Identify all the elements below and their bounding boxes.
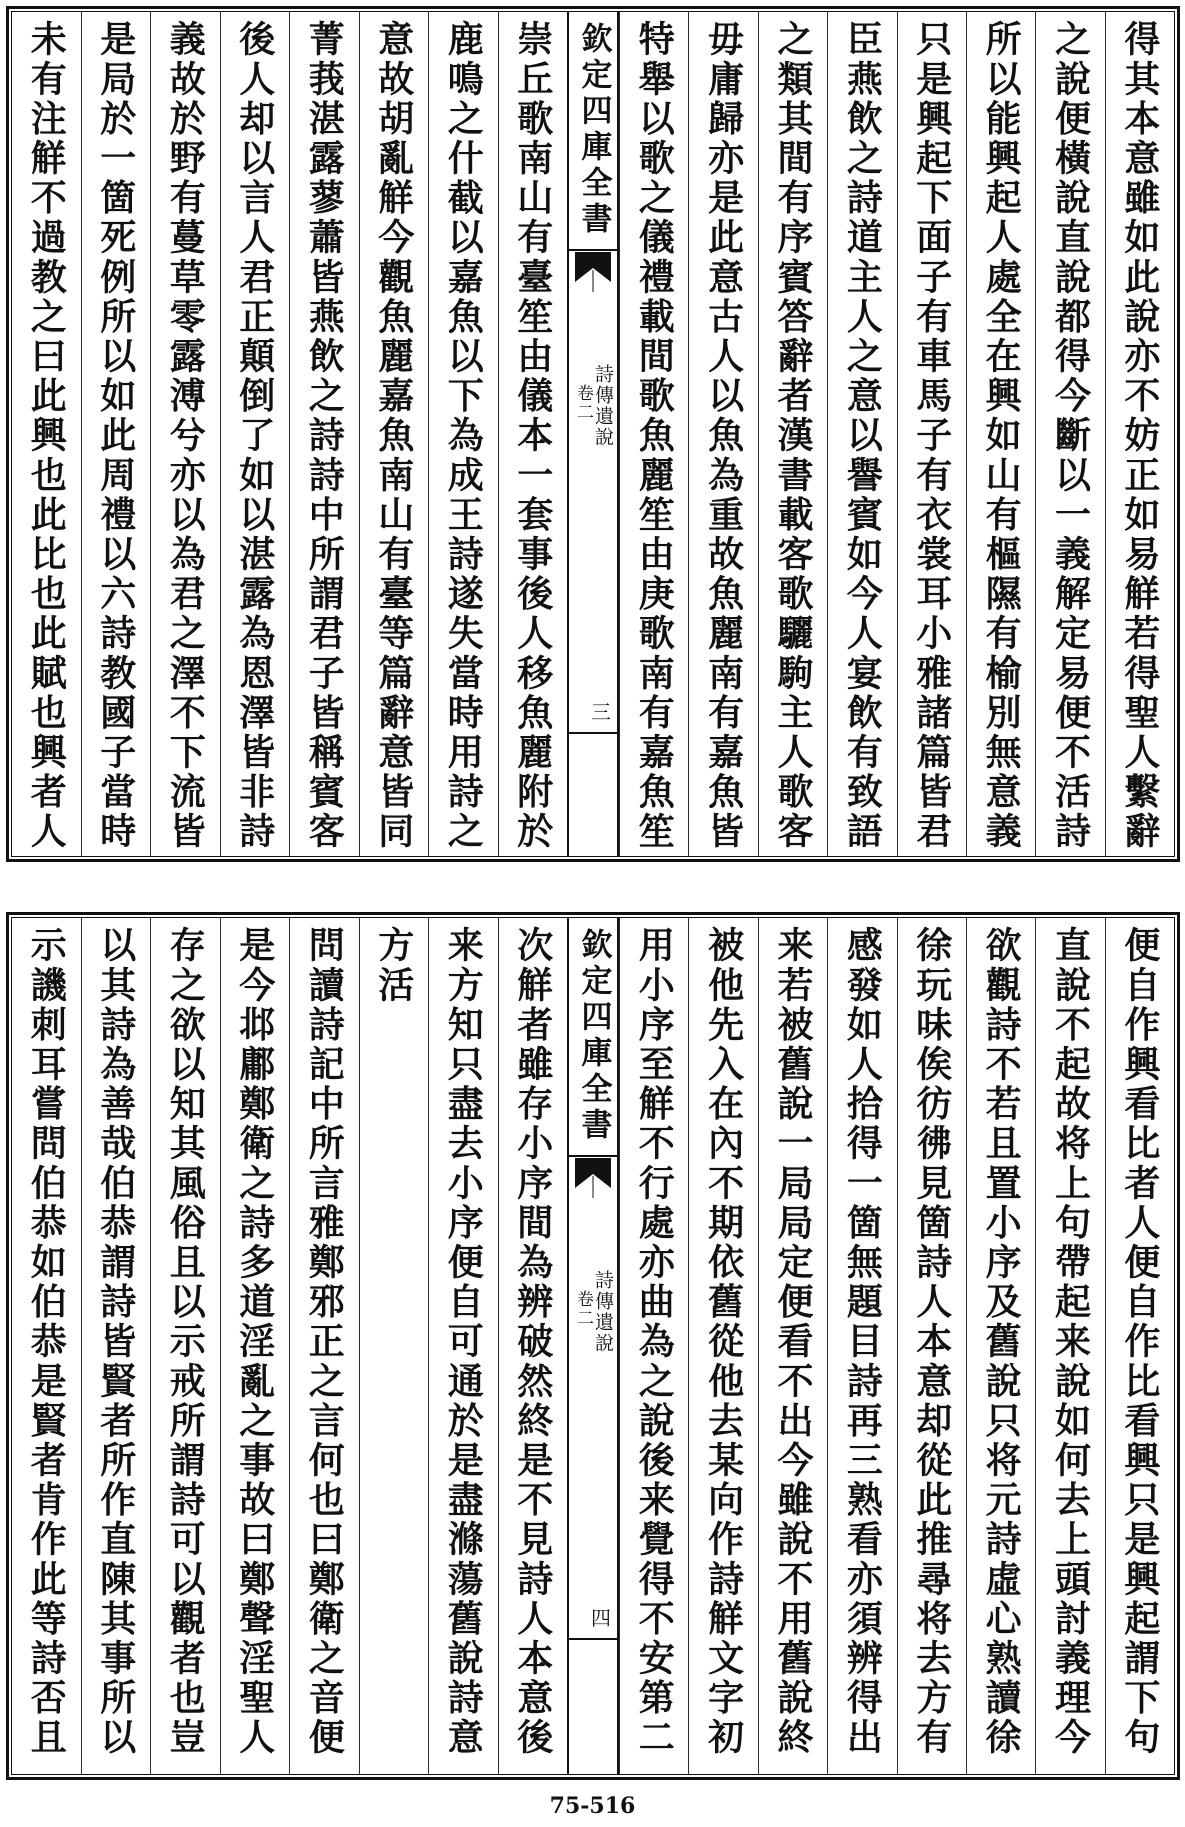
column-text: 之說便橫說直說都得今斷以一義解定易便不活詩	[1049, 20, 1092, 852]
text-column	[619, 12, 688, 856]
text-column	[1105, 12, 1174, 856]
leaf-panel-lower	[6, 912, 1180, 1780]
column-text: 便自作興看比者人便自作比看興只是興起謂下句	[1118, 926, 1161, 1758]
work-title: 詩傳遺說	[592, 1270, 614, 1354]
column-text: 用小序至觧不行處亦曲為之說後来覺得不安第二	[633, 926, 676, 1758]
text-column	[827, 12, 896, 856]
text-column	[1105, 918, 1174, 1774]
text-column	[498, 12, 568, 856]
column-text: 来若被舊說一局局定便看不出今雖說不用舊說終	[771, 926, 814, 1758]
column-text: 毋庸歸亦是此意古人以魚為重故魚麗南有嘉魚皆	[702, 20, 745, 852]
column-text: 以其詩為善哉伯恭謂詩皆賢者所作直陳其事所以	[94, 926, 137, 1758]
column-text: 徐玩味俟彷彿見箇詩人本意却從此推尋将去方有	[910, 926, 953, 1758]
column-text: 示譏刺耳嘗問伯恭如伯恭是賢者肯作此等詩否且	[25, 926, 68, 1758]
juan-label: 卷二	[573, 1290, 593, 1328]
right-half-upper	[619, 12, 1174, 856]
leaf-number: 三	[591, 700, 611, 724]
text-column	[81, 12, 151, 856]
column-text: 義故於野有蔓草零露溥兮亦以為君之澤不下流皆	[164, 20, 207, 852]
text-column	[12, 918, 81, 1774]
text-column	[827, 918, 896, 1774]
text-column	[897, 12, 966, 856]
column-text: 来方知只盡去小序便自可通於是盡滌蕩舊說詩意	[442, 926, 485, 1758]
leaf-panel-upper	[6, 6, 1180, 862]
column-text: 所以能興起人處全在興如山有樞隰有榆別無意義	[980, 20, 1023, 852]
column-text: 被他先入在內不期依舊從他去某向作詩觧文字初	[702, 926, 745, 1758]
text-column	[289, 12, 359, 856]
work-title: 詩傳遺說	[592, 364, 614, 448]
column-text: 欲觀詩不若且置小序及舊說只将元詩虛心熟讀徐	[980, 926, 1023, 1758]
column-text: 得其本意雖如此說亦不妨正如易觧若得聖人繫辭	[1118, 20, 1161, 852]
center-fold-column	[567, 12, 619, 856]
text-column	[758, 918, 827, 1774]
fishtail-icon	[569, 248, 617, 294]
text-column	[289, 918, 359, 1774]
book-title-text: 欽定四庫全書	[575, 928, 612, 1144]
leaf-rule	[569, 732, 617, 734]
text-column	[966, 918, 1035, 1774]
text-column	[150, 918, 220, 1774]
center-fold-column	[567, 918, 619, 1774]
column-text: 是今邶鄘鄭衛之詩多道淫亂之事故曰鄭聲淫聖人	[233, 926, 276, 1758]
column-text: 問讀詩記中所言雅鄭邪正之言何也曰鄭衛之音便	[303, 926, 346, 1758]
column-text: 只是興起下面子有車馬子有衣裳耳小雅諸篇皆君	[910, 20, 953, 852]
column-text: 感發如人拾得一箇無題目詩再三熟看亦須辨得出	[841, 926, 884, 1758]
text-column	[688, 918, 757, 1774]
text-column	[688, 12, 757, 856]
text-column	[1035, 918, 1104, 1774]
text-column	[1035, 12, 1104, 856]
text-column	[220, 12, 290, 856]
text-column	[220, 918, 290, 1774]
text-column	[359, 918, 429, 1774]
column-text: 後人却以言人君正顛倒了如以湛露為恩澤皆非詩	[233, 20, 276, 852]
left-half-lower	[12, 918, 567, 1774]
leaf-rule	[569, 1638, 617, 1640]
page-code: 75-516	[549, 1793, 636, 1819]
column-text: 意故胡亂觧今觀魚麗嘉魚南山有臺等篇辭意皆同	[372, 20, 415, 852]
column-text: 方活	[372, 926, 415, 1006]
text-column	[498, 918, 568, 1774]
right-half-lower	[619, 918, 1174, 1774]
text-column	[966, 12, 1035, 856]
column-text: 崇丘歌南山有臺笙由儀本一套事後人移魚麗附於	[511, 20, 554, 852]
book-title	[569, 928, 617, 1144]
column-text: 之類其間有序賓答辭者漢書載客歌驪駒主人歌客	[771, 20, 814, 852]
column-text: 菁莪湛露蓼蕭皆燕飲之詩詩中所謂君子皆稱賓客	[303, 20, 346, 852]
text-column	[12, 12, 81, 856]
column-text: 次觧者雖存小序間為辨破然終是不見詩人本意後	[511, 926, 554, 1758]
text-column	[897, 918, 966, 1774]
text-column	[428, 918, 498, 1774]
column-text: 直說不起故将上句帶起来說如何去上頭討義理今	[1049, 926, 1092, 1758]
column-text: 特舉以歌之儀禮載間歌魚麗笙由庚歌南有嘉魚笙	[633, 20, 676, 852]
column-text: 存之欲以知其風俗且以示戒所謂詩可以觀者也豈	[164, 926, 207, 1758]
text-column	[758, 12, 827, 856]
column-text: 鹿鳴之什截以嘉魚以下為成王詩遂失當時用詩之	[442, 20, 485, 852]
text-column	[150, 12, 220, 856]
column-text: 未有注觧不過教之曰此興也此比也此賦也興者人	[25, 20, 68, 852]
fishtail-icon	[569, 1154, 617, 1200]
text-column	[619, 918, 688, 1774]
column-text: 是局於一箇死例所以如此周禮以六詩教國子當時	[94, 20, 137, 852]
book-title	[569, 22, 617, 238]
column-text: 臣燕飲之詩道主人之意以譽賓如今人宴飲有致語	[841, 20, 884, 852]
text-column	[359, 12, 429, 856]
text-column	[81, 918, 151, 1774]
juan-label: 卷二	[573, 384, 593, 422]
left-half-upper	[12, 12, 567, 856]
leaf-number: 四	[591, 1606, 611, 1630]
text-column	[428, 12, 498, 856]
book-title-text: 欽定四庫全書	[575, 22, 612, 238]
